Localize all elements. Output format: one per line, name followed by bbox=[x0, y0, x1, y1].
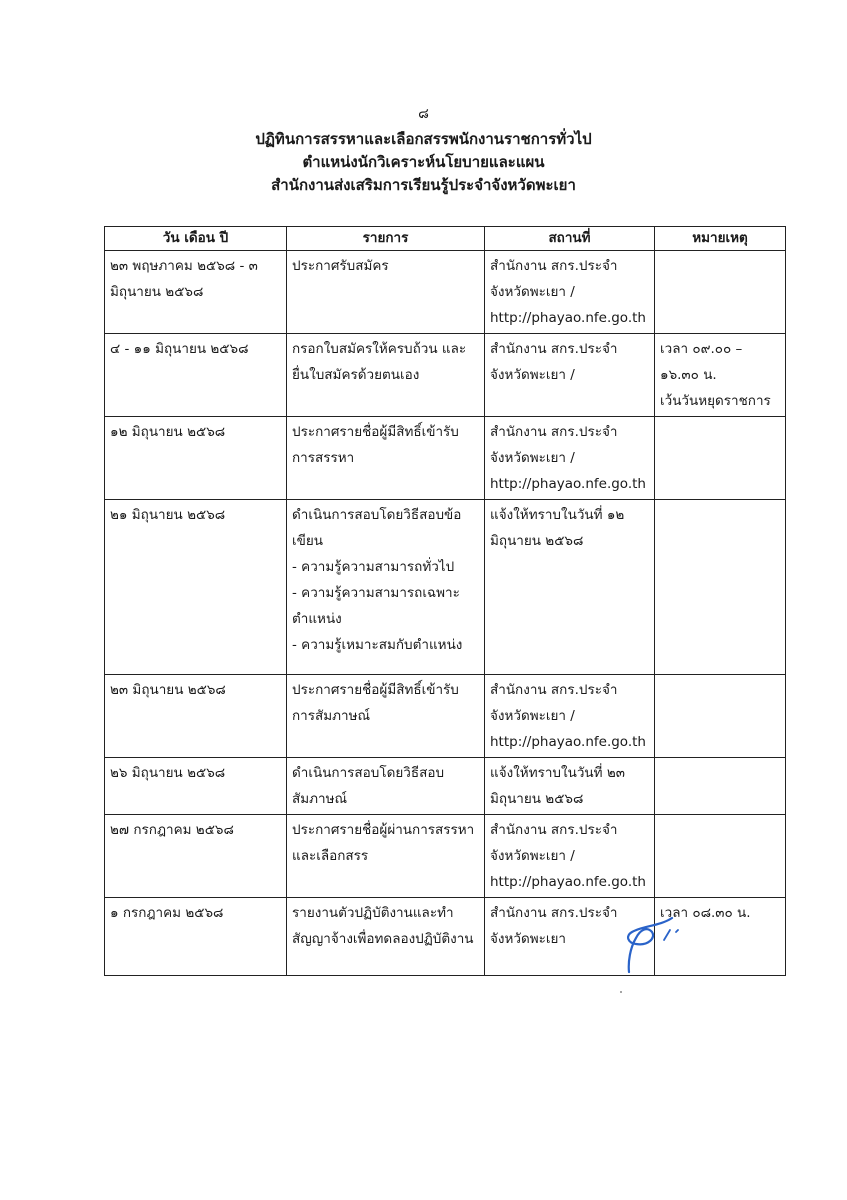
note-line: เวลา ๐๘.๓๐ น. bbox=[660, 905, 751, 921]
scan-dot bbox=[620, 991, 622, 993]
row-place bbox=[485, 815, 655, 898]
title-line-2: ตำแหน่งนักวิเคราะห์นโยบายและแผน bbox=[302, 153, 545, 171]
table-row bbox=[105, 251, 786, 334]
document-title bbox=[0, 128, 847, 197]
table-header-row bbox=[105, 227, 786, 251]
row-detail bbox=[287, 675, 485, 758]
table-row bbox=[105, 417, 786, 500]
detail-line: ประกาศรายชื่อผู้มีสิทธิ์เข้ารับการสัมภาษณ์ bbox=[292, 682, 459, 724]
place-line: จังหวัดพะเยา / bbox=[490, 848, 575, 864]
place-line: สำนักงาน สกร.ประจำ bbox=[490, 424, 618, 440]
note-line: เวลา ๐๙.๐๐ – bbox=[660, 341, 743, 357]
place-line: จังหวัดพะเยา / bbox=[490, 708, 575, 724]
row-date: ๒๓ มิถุนายน ๒๕๖๘ bbox=[105, 675, 287, 758]
row-date: ๑๒ มิถุนายน ๒๕๖๘ bbox=[105, 417, 287, 500]
place-line: จังหวัดพะเยา / bbox=[490, 284, 575, 300]
table-row bbox=[105, 500, 786, 675]
row-detail bbox=[287, 500, 485, 675]
detail-line: ประกาศรับสมัคร bbox=[292, 258, 389, 274]
row-detail bbox=[287, 815, 485, 898]
row-note bbox=[655, 251, 786, 334]
place-line: สำนักงาน สกร.ประจำ bbox=[490, 822, 618, 838]
place-line: จังหวัดพะเยา bbox=[490, 931, 567, 947]
row-place bbox=[485, 251, 655, 334]
row-date: ๑ กรกฎาคม ๒๕๖๘ bbox=[105, 898, 287, 976]
row-note bbox=[655, 334, 786, 417]
row-date: ๒๗ กรกฎาคม ๒๕๖๘ bbox=[105, 815, 287, 898]
row-date: ๒๑ มิถุนายน ๒๕๖๘ bbox=[105, 500, 287, 675]
note-line: เว้นวันหยุดราชการ bbox=[660, 393, 771, 409]
place-line: จังหวัดพะเยา / bbox=[490, 450, 575, 466]
table-body bbox=[105, 251, 786, 976]
row-place bbox=[485, 675, 655, 758]
detail-bullet: - ความรู้เหมาะสมกับตำแหน่ง bbox=[292, 637, 463, 653]
detail-line: ประกาศรายชื่อผู้มีสิทธิ์เข้ารับการสรรหา bbox=[292, 424, 459, 466]
row-date: ๔ - ๑๑ มิถุนายน ๒๕๖๘ bbox=[105, 334, 287, 417]
place-line: สำนักงาน สกร.ประจำ bbox=[490, 682, 618, 698]
detail-line: กรอกใบสมัครให้ครบถ้วน และยื่นใบสมัครด้วยตนเอง bbox=[292, 341, 467, 383]
row-note bbox=[655, 758, 786, 815]
header-note: หมายเหตุ bbox=[655, 227, 786, 251]
row-note bbox=[655, 675, 786, 758]
row-detail bbox=[287, 417, 485, 500]
note-line: ๑๖.๓๐ น. bbox=[660, 367, 717, 383]
row-detail bbox=[287, 334, 485, 417]
row-note bbox=[655, 815, 786, 898]
place-line: สำนักงาน สกร.ประจำ bbox=[490, 258, 618, 274]
title-line-3: สำนักงานส่งเสริมการเรียนรู้ประจำจังหวัดพะเยา bbox=[271, 176, 576, 194]
row-place bbox=[485, 417, 655, 500]
place-line: แจ้งให้ทราบในวันที่ ๒๓ มิถุนายน ๒๕๖๘ bbox=[490, 765, 625, 807]
table-row bbox=[105, 815, 786, 898]
place-url: http://phayao.nfe.go.th bbox=[490, 874, 646, 890]
detail-bullet: - ความรู้ความสามารถทั่วไป bbox=[292, 559, 455, 575]
row-note bbox=[655, 500, 786, 675]
place-line: แจ้งให้ทราบในวันที่ ๑๒ มิถุนายน ๒๕๖๘ bbox=[490, 507, 625, 549]
header-place: สถานที่ bbox=[485, 227, 655, 251]
place-url: http://phayao.nfe.go.th bbox=[490, 734, 646, 750]
schedule-table bbox=[104, 226, 786, 976]
place-line: สำนักงาน สกร.ประจำ bbox=[490, 905, 618, 921]
table-row bbox=[105, 675, 786, 758]
detail-line: ดำเนินการสอบโดยวิธีสอบข้อเขียน bbox=[292, 507, 462, 549]
detail-line: รายงานตัวปฏิบัติงานและทำสัญญาจ้างเพื่อทดลองปฏิบัติงาน bbox=[292, 905, 474, 947]
row-note bbox=[655, 417, 786, 500]
page-number: ๘ bbox=[418, 106, 429, 122]
detail-line: ประกาศรายชื่อผู้ผ่านการสรรหาและเลือกสรร bbox=[292, 822, 475, 864]
table-row bbox=[105, 898, 786, 976]
row-place bbox=[485, 500, 655, 675]
row-place bbox=[485, 334, 655, 417]
place-line: สำนักงาน สกร.ประจำ bbox=[490, 341, 618, 357]
place-line: จังหวัดพะเยา / bbox=[490, 367, 575, 383]
row-place bbox=[485, 758, 655, 815]
row-detail bbox=[287, 898, 485, 976]
table-row bbox=[105, 758, 786, 815]
row-date: ๒๖ มิถุนายน ๒๕๖๘ bbox=[105, 758, 287, 815]
detail-line: ดำเนินการสอบโดยวิธีสอบสัมภาษณ์ bbox=[292, 765, 445, 807]
table-row bbox=[105, 334, 786, 417]
title-line-1: ปฏิทินการสรรหาและเลือกสรรพนักงานราชการทั่วไป bbox=[255, 130, 592, 148]
detail-bullet: - ความรู้ความสามารถเฉพาะตำแหน่ง bbox=[292, 585, 460, 627]
header-date: วัน เดือน ปี bbox=[105, 227, 287, 251]
row-detail bbox=[287, 251, 485, 334]
signature bbox=[622, 914, 682, 976]
place-url: http://phayao.nfe.go.th bbox=[490, 310, 646, 326]
row-detail bbox=[287, 758, 485, 815]
place-url: http://phayao.nfe.go.th bbox=[490, 476, 646, 492]
header-item: รายการ bbox=[287, 227, 485, 251]
row-date: ๒๓ พฤษภาคม ๒๕๖๘ - ๓ มิถุนายน ๒๕๖๘ bbox=[105, 251, 287, 334]
